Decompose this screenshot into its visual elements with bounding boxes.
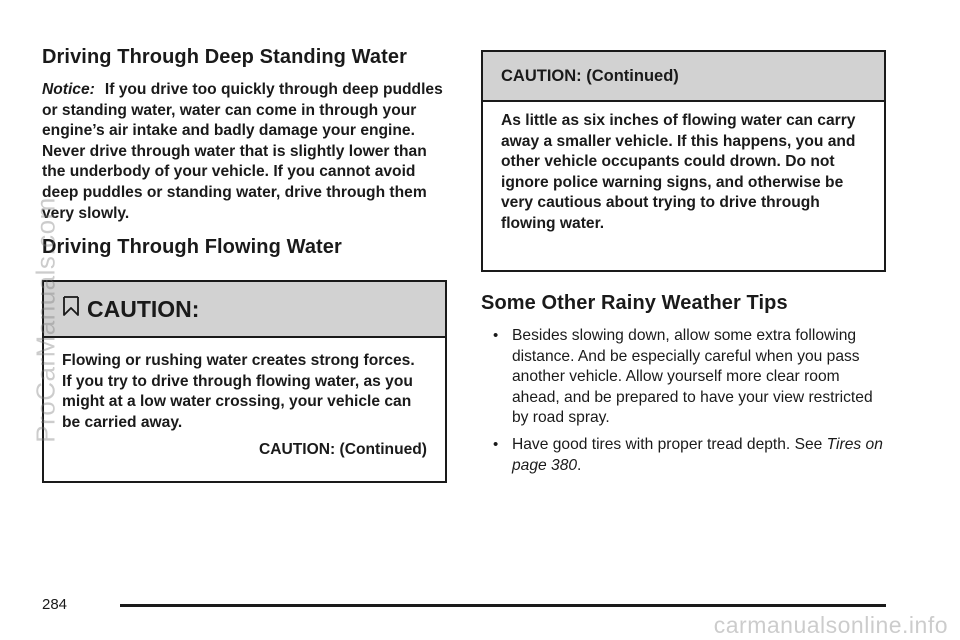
notice-paragraph <box>42 80 447 224</box>
tip-text: Have good tires with proper tread depth. See <box>512 435 827 453</box>
bullet-icon: • <box>493 327 499 344</box>
tip-text: Besides slowing down, allow some extra following distance. And be especially careful when you pass another vehicle. Allow yourself more clear room ahead, and be prepared to have your view restricted by road spray. <box>512 327 873 427</box>
tip-suffix: . <box>577 456 582 474</box>
caution-title: CAUTION: <box>87 295 200 322</box>
tips-list <box>481 326 886 476</box>
side-watermark: ProCarManuals.com <box>30 197 61 443</box>
tires-page-reference[interactable]: Tires on page 380 <box>512 435 883 474</box>
warning-triangle-icon <box>62 295 87 324</box>
right-column <box>481 50 886 482</box>
bottom-watermark: carmanualsonline.info <box>713 612 948 638</box>
caution-text: Flowing or rushing water creates strong forces. If you try to drive through flowing water, as you might at a low water crossing, your vehicle can be carried away. <box>62 352 415 431</box>
list-item <box>481 326 886 429</box>
flowing-water-heading: Driving Through Flowing Water <box>42 236 342 259</box>
caution-box <box>42 280 447 483</box>
list-item <box>481 435 886 476</box>
caution-header <box>44 282 445 338</box>
deep-water-heading: Driving Through Deep Standing Water <box>42 46 407 68</box>
caution-continued-label: CAUTION: (Continued) <box>258 440 427 458</box>
footer-rule <box>120 604 886 607</box>
page-number: 284 <box>42 596 68 613</box>
left-column <box>42 42 447 483</box>
bullet-icon: • <box>493 435 499 453</box>
caution-continued-header <box>483 52 884 102</box>
rainy-tips-heading: Some Other Rainy Weather Tips <box>481 292 788 314</box>
notice-text: If you drive too quickly through deep puddles or standing water, water can come in through your engine’s air intake and badly damage your engine. Never drive through water that is slightly lower than the underbody of your vehicle. If you cannot avoid deep puddles or standing water, drive through them very slowly. <box>42 81 443 222</box>
notice-label: Notice: <box>42 81 95 98</box>
caution-continued-box <box>481 50 886 272</box>
caution-body <box>44 338 445 460</box>
caution-continued-title: CAUTION: (Continued) <box>501 66 679 85</box>
caution-continued-body: As little as six inches of flowing water can carry away a smaller vehicle. If this happens, you and other vehicle occupants could drown. Do not ignore police warning signs, and otherwise be very cautious about trying to drive through flowing water. <box>501 112 856 232</box>
